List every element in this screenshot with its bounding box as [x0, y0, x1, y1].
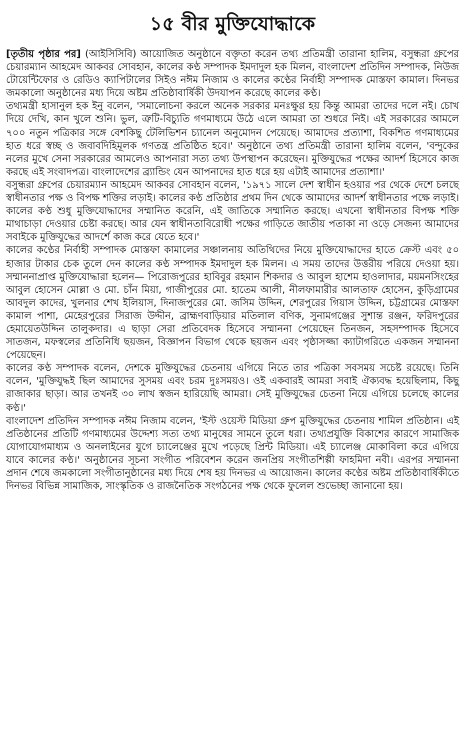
paragraph-text: বাংলাদেশ প্রতিদিন সম্পাদক নঈম নিজাম বলেন, 'ইস্ট ওয়েস্ট মিডিয়া গ্রুপ মুক্তিযুদ্ধের চেতনায় শামিল প্রতিষ্ঠান। এই প্রতিষ্ঠানের প্রতিটি গণমাধ্যমের উদ্দেশ্য সত্য তথ্য মানুষের সামনে তুলে ধরা। তথ্যপ্রযুক্তি বিকাশের কারণে সামাজিক যোগাযোগমাধ্যম ও অনলাইনের যুগে চ্যালেঞ্জের মুখে পড়েছে প্রিন্ট মিডিয়া। এই চ্যালেঞ্জ মোকাবিলা করে এগিয়ে যাবে কালের কণ্ঠ।' অনুষ্ঠানের সূচনা সংগীত পরিবেশন করেন জনপ্রিয় সংগীতশিল্পী ফাহমিদা নবী। এরপর সম্মাননা প্রদান শেষে জমকালো সংগীতানুষ্ঠানের মধ্য দিয়ে শেষ হয় দিনভর এ আয়োজন। কালের কণ্ঠের অষ্টম প্রতিষ্ঠাবার্ষিকীতে দিনভর বিভিন্ন সামাজিক, সাংস্কৃতিক ও রাজনৈতিক সংগঠনের পক্ষ থেকে ফুলেল শুভেচ্ছা জানানো হয়।	[6, 415, 459, 493]
continued-from-label: [তৃতীয় পৃষ্ঠার পর]	[6, 49, 81, 60]
paragraph	[6, 100, 459, 179]
paragraph-text: বসুন্ধরা গ্রুপের চেয়ারম্যান আহমেদ আকবর সোবহান বলেন, '১৯৭১ সালে দেশ স্বাধীন হওয়ার পর থেকে দেশে চলছে স্বাধীনতার পক্ষ ও বিপক্ষ শক্তির লড়াই। কালের কণ্ঠ প্রতিষ্ঠার প্রথম দিন থেকে আমাদের আদর্শ স্বাধীনতার পক্ষে লড়াই। কালের কণ্ঠ শুধু মুক্তিযোদ্ধাদের সম্মানিত করেনি, এই জাতিকে সম্মানিত করছে। এখনো স্বাধীনতার বিপক্ষ শক্তি মাথাচাড়া দেওয়ার চেষ্টা করছে। আর যেন স্বাধীনতাবিরোধী পক্ষের গাড়িতে জাতীয় পতাকা না ওড়ে সেজন্য আমাদের সবাইকে মুক্তিযুদ্ধের আদর্শে কাজ করে যেতে হবে।'	[6, 179, 459, 244]
paragraph	[6, 362, 459, 414]
paragraph-text: কালের কণ্ঠের নির্বাহী সম্পাদক মোস্তফা কামালের সঞ্চালনায় অতিথিদের নিয়ে মুক্তিযোদ্ধাদের হাতে ক্রেস্ট এবং ৫০ হাজার টাকার চেক তুলে দেন কালের কণ্ঠ সম্পাদক ইমদাদুল হক মিলন। এ সময় তাদের উত্তরীয় পরিয়ে দেওয়া হয়। সম্মাননাপ্রাপ্ত মুক্তিযোদ্ধারা হলেন— পিরোজপুরের হাবিবুর রহমান শিকদার ও আবুল হাশেম হাওলাদার, ময়মনসিংহের আবুল হোসেন মোল্লা ও মো. চাঁন মিয়া, গাজীপুরের মো. হাতেম আলী, নীলফামারীর আলতাফ হোসেন, কুড়িগ্রামের আবদুল কাদের, খুলনার শেখ ইলিয়াস, দিনাজপুরের মো. জসিম উদ্দিন, শেরপুরের গিয়াস উদ্দিন, চট্টগ্রামের মোস্তফা কামাল পাশা, মেহেরপুরের সিরাজ উদ্দীন, ব্রাহ্মণবাড়িয়ার মতিলাল বণিক, সুনামগঞ্জের সুশান্ত রঞ্জন, ফরিদপুরের হেমায়েতউদ্দিন তালুকদার। এ ছাড়া সেরা প্রতিবেদক হিসেবে সম্মাননা পেয়েছেন তিনজন, সহসম্পাদক হিসেবে সাতজন, মফস্বলের প্রতিনিধি ছয়জন, বিজ্ঞাপন বিভাগ থেকে ছয়জন এবং পৃষ্ঠাসজ্জা ক্যাটাগরিতে একজন সম্মাননা পেয়েছেন।	[6, 245, 459, 362]
paragraph	[6, 415, 459, 494]
paragraph-text: (আইসিসিবি) আয়োজিত অনুষ্ঠানে বক্তৃতা করেন তথ্য প্রতিমন্ত্রী তারানা হালিম, বসুন্ধরা গ্রুপের চেয়ারম্যান আহমেদ আকবর সোবহান, কালের কণ্ঠ সম্পাদক ইমদাদুল হক মিলন, বাংলাদেশ প্রতিদিন সম্পাদক, নিউজ টোয়েন্টিফোর ও রেডিও ক্যাপিটালের সিইও নঈম নিজাম ও কালের কণ্ঠের নির্বাহী সম্পাদক মোস্তফা কামাল। দিনভর জমকালো অনুষ্ঠানের মধ্য দিয়ে অষ্টম প্রতিষ্ঠাবার্ষিকী উদযাপন করেছে কালের কণ্ঠ।	[6, 49, 459, 100]
paragraph	[6, 48, 459, 100]
article-headline: ১৫ বীর মুক্তিযোদ্ধাকে	[149, 13, 316, 35]
paragraph	[6, 179, 459, 244]
paragraph	[6, 244, 459, 362]
article-body	[6, 48, 459, 493]
paragraph-text: তথ্যমন্ত্রী হাসানুল হক ইনু বলেন, 'সমালোচনা করলে অনেক সরকার মনঃক্ষুণ্ণ হয় কিন্তু আমরা তাদের দলে নই। চোখ দিয়ে দেখি, কান খুলে শুনি। ভুল, ত্রুটি-বিচ্যুতি গণমাধ্যমে উঠে এলে আমরা তা শুধরে নিই। এই সরকারের আমলে ৭০০ নতুন পত্রিকার সঙ্গে বেশকিছু টেলিভিশন চ্যানেল অনুমোদন পেয়েছে। আমাদের প্রত্যাশা, বিকশিত গণমাধ্যমের হাত ধরে স্বচ্ছ ও জবাবদিহিমূলক গণতন্ত্র প্রতিষ্ঠিত হবে।' অনুষ্ঠানে তথ্য প্রতিমন্ত্রী তারানা হালিম বলেন, 'বন্দুকের নলের মুখে সেনা সরকারের আমলেও আপনারা সত্য তথ্য উপস্থাপন করেছেন। মুক্তিযুদ্ধের পক্ষের আদর্শ হিসেবে কাজ করছে এই সংবাদপত্র। বাংলাদেশের ব্র্যান্ডিং যেন আপনাদের হাত ধরে হয় এটাই আমাদের প্রত্যাশা।'	[6, 101, 459, 178]
paragraph-text: কালের কণ্ঠ সম্পাদক বলেন, দেশকে মুক্তিযুদ্ধের চেতনায় এগিয়ে নিতে তার পত্রিকা সবসময় সচেষ্ট রয়েছে। তিনি বলেন, 'মুক্তিযুদ্ধই ছিল আমাদের সুসময় এবং চরম দুঃসময়ও। ওই একবারই আমরা সবাই ঐক্যবদ্ধ হয়েছিলাম, কিছু রাজাকার ছাড়া। আর তখনই ৩০ লাখ স্বজন হারিয়েছি আমরা। সেই মুক্তিযুদ্ধের চেতনা নিয়ে এগিয়ে চলেছে কালের কণ্ঠ।'	[6, 363, 459, 414]
